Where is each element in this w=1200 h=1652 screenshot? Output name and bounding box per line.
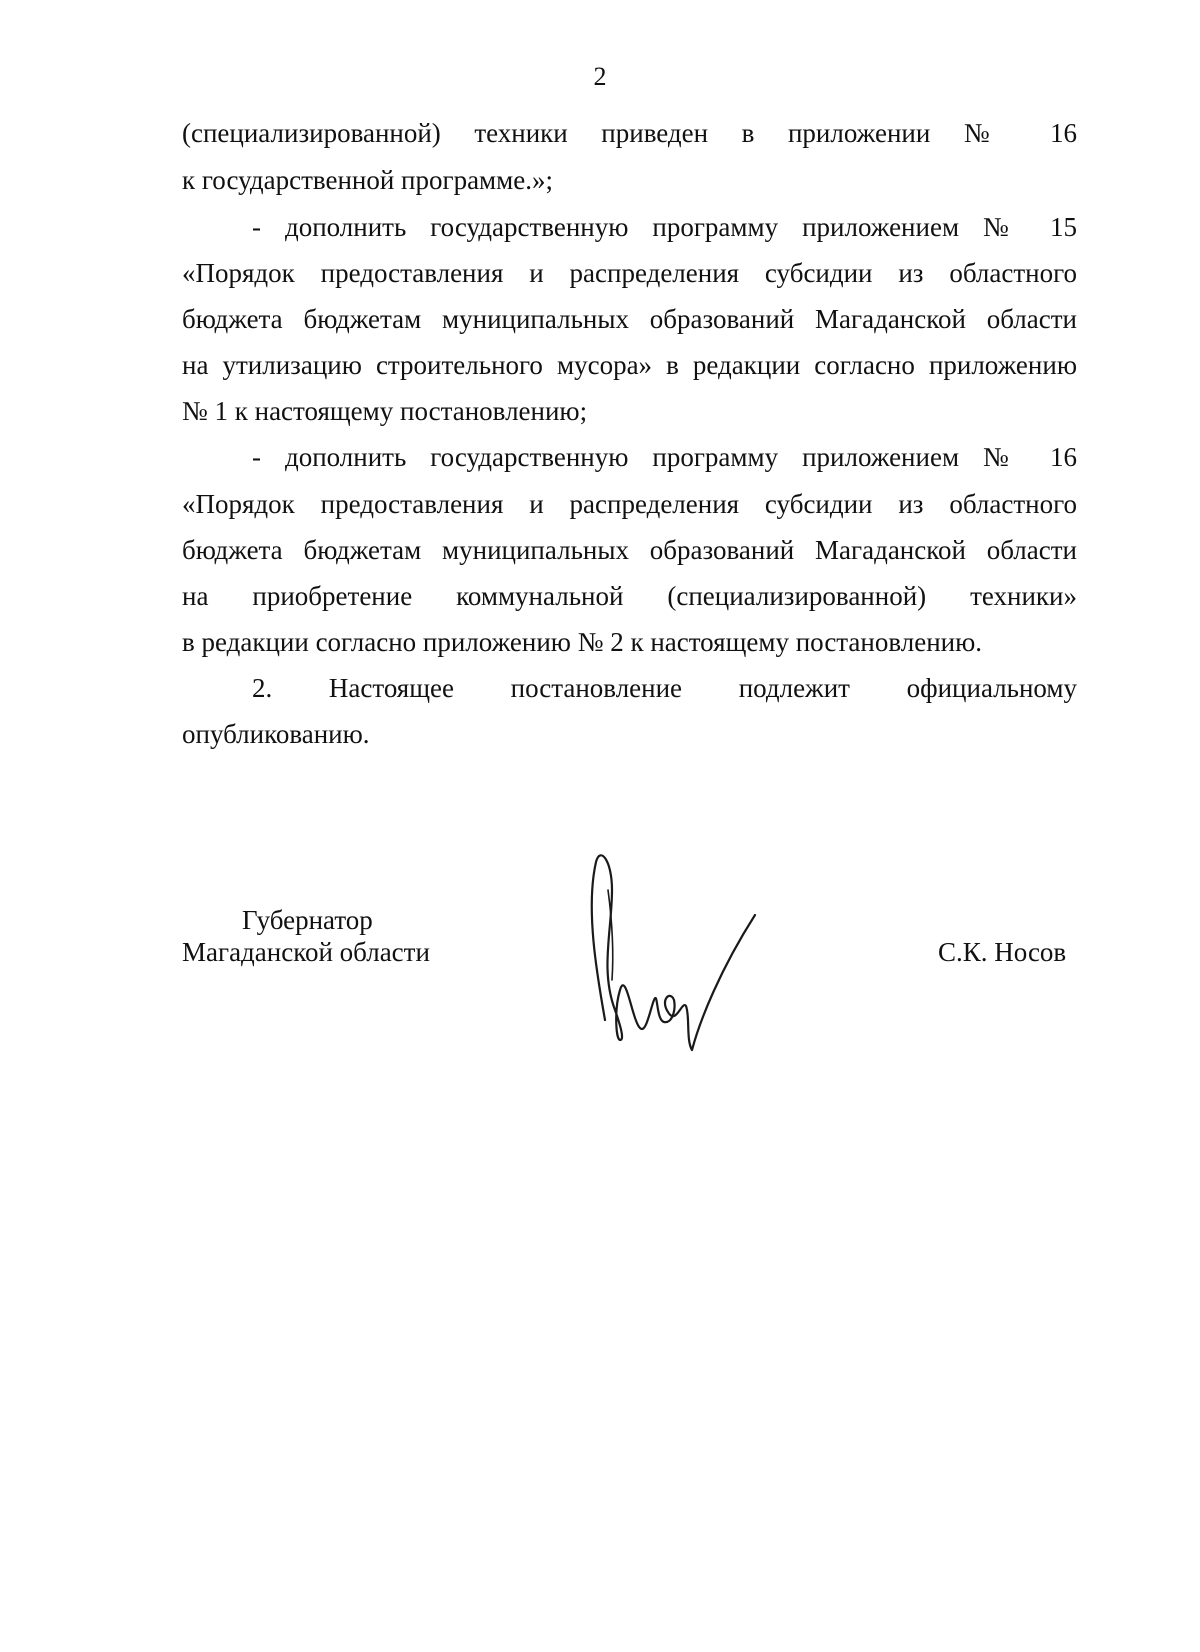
handwritten-signature <box>590 850 790 1080</box>
body-line-2: к государственной программе.»; <box>182 165 553 195</box>
signer-name: С.К. Носов <box>938 937 1067 967</box>
body-line-12: в редакции согласно приложению № 2 к настоящему постановлению. <box>182 627 983 657</box>
body-line-5: бюджета бюджетам муниципальных образований Магаданской области <box>182 304 1077 334</box>
body-line-4: «Порядок предоставления и распределения субсидии из областного <box>182 258 1077 288</box>
body-line-14: опубликованию. <box>182 719 370 749</box>
body-line-6: на утилизацию строительного мусора» в редакции согласно приложению <box>182 350 1077 380</box>
page-number: 2 <box>593 62 607 91</box>
body-line-11: на приобретение коммунальной (специализированной) техники» <box>182 581 1077 611</box>
signer-position-line1: Губернатор <box>242 905 373 935</box>
body-line-7: № 1 к настоящему постановлению; <box>182 396 588 426</box>
body-line-10: бюджета бюджетам муниципальных образований Магаданской области <box>182 535 1077 565</box>
body-line-9: «Порядок предоставления и распределения субсидии из областного <box>182 489 1077 519</box>
body-line-8: - дополнить государственную программу приложением № 16 <box>252 442 1077 472</box>
body-line-1: (специализированной) техники приведен в приложении № 16 <box>182 118 1077 148</box>
body-line-3: - дополнить государственную программу приложением № 15 <box>252 212 1077 242</box>
signer-position-line2: Магаданской области <box>182 937 430 967</box>
body-line-13: 2. Настоящее постановление подлежит официальному <box>252 673 1077 703</box>
